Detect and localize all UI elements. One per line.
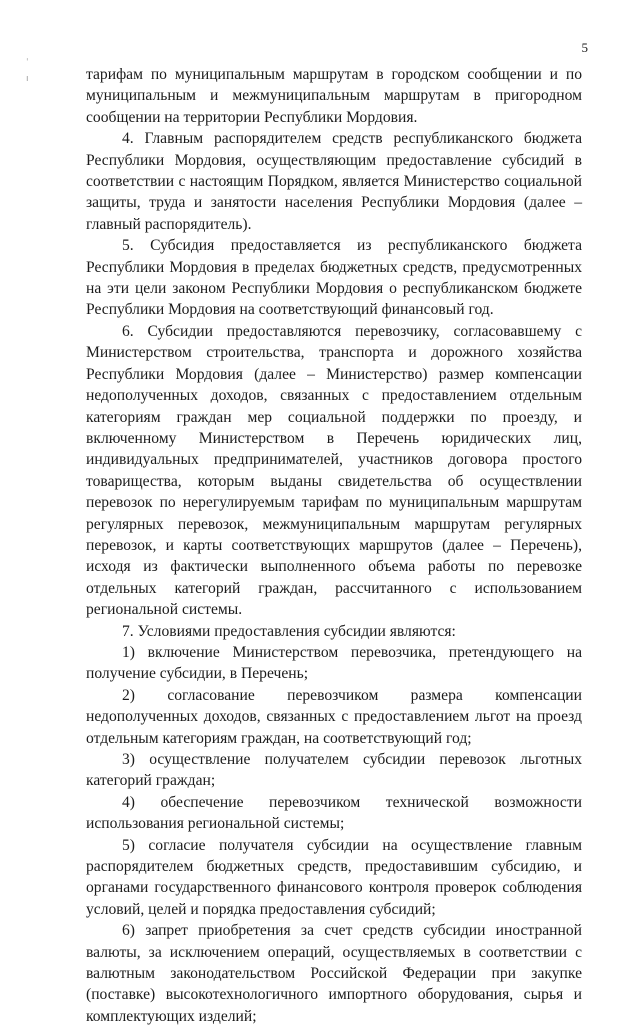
document-body <box>86 64 582 1027</box>
paragraph-5: 5. Субсидия предоставляется из республиканского бюджета Республики Мордовия в пределах бюджетных средств, предусмотренных на эти цели законом Республики Мордовия о республиканском бюджете Республики Мордовия на соответствующий финансовый год. <box>86 237 582 319</box>
condition-1: 1) включение Министерством перевозчика, претендующего на получение субсидии, в Перечень; <box>86 643 582 683</box>
paragraph-continuation: тарифам по муниципальным маршрутам в городском сообщении и по муниципальным и межмуниципальным маршрутам в пригородном сообщении на территории Республики Мордовия. <box>86 66 582 126</box>
condition-6: 6) запрет приобретения за счет средств субсидии иностранной валюты, за исключением операций, осуществляемых в соответствии с валютным законодательством Российской Федерации при закупке (поставке) высокотехнологичного импортного оборудования, сырья и комплектующих изделий; <box>86 922 582 1025</box>
scan-mark: ı <box>26 74 29 84</box>
condition-2: 2) согласование перевозчиком размера компенсации недополученных доходов, связанных с предоставлением льгот на проезд отдельным категориям граждан, на соответствующий год; <box>86 686 582 747</box>
condition-4: 4) обеспечение перевозчиком технической возможности использования региональной системы; <box>86 793 582 833</box>
page-number: 5 <box>581 40 588 55</box>
condition-5: 5) согласие получателя субсидии на осуществление главным распорядителем бюджетных средств, предоставившим субсидию, и органами государственного финансового контроля проверок соблюдения условий, целей и порядка предоставления субсидий; <box>86 836 582 918</box>
paragraph-7: 7. Условиями предоставления субсидии являются: <box>122 622 456 640</box>
condition-3: 3) осуществление получателем субсидии перевозок льготных категорий граждан; <box>86 751 582 790</box>
paragraph-6: 6. Субсидии предоставляются перевозчику, согласовавшему с Министерством строительства, транспорта и дорожного хозяйства Республики Мордовия (далее – Министерство) размер компенсации недополученных доходов, связанных с предоставлением отдельным категориям граждан мер социальной поддержки по проезду, и включенному Министерством в Перечень юридических лиц, индивидуальных предпринимателей, участников договора простого товарищества, которым выданы свидетельства об осуществлении перевозок по нерегулируемым тарифам по муниципальным маршрутам регулярных перевозок, межмуниципальным маршрутам регулярных перевозок, и карты соответствующих маршрутов (далее – Перечень), исходя из фактически выполненного объема работы по перевозке отдельных категорий граждан, рассчитанного с использованием региональной системы. <box>86 322 582 619</box>
scan-mark: ˈ <box>26 58 29 68</box>
paragraph-4: 4. Главным распорядителем средств республиканского бюджета Республики Мордовия, осуществляющим предоставление субсидий в соответствии с настоящим Порядком, является Министерство социальной защиты, труда и занятости населения Республики Мордовия (далее – главный распорядитель). <box>86 130 582 233</box>
